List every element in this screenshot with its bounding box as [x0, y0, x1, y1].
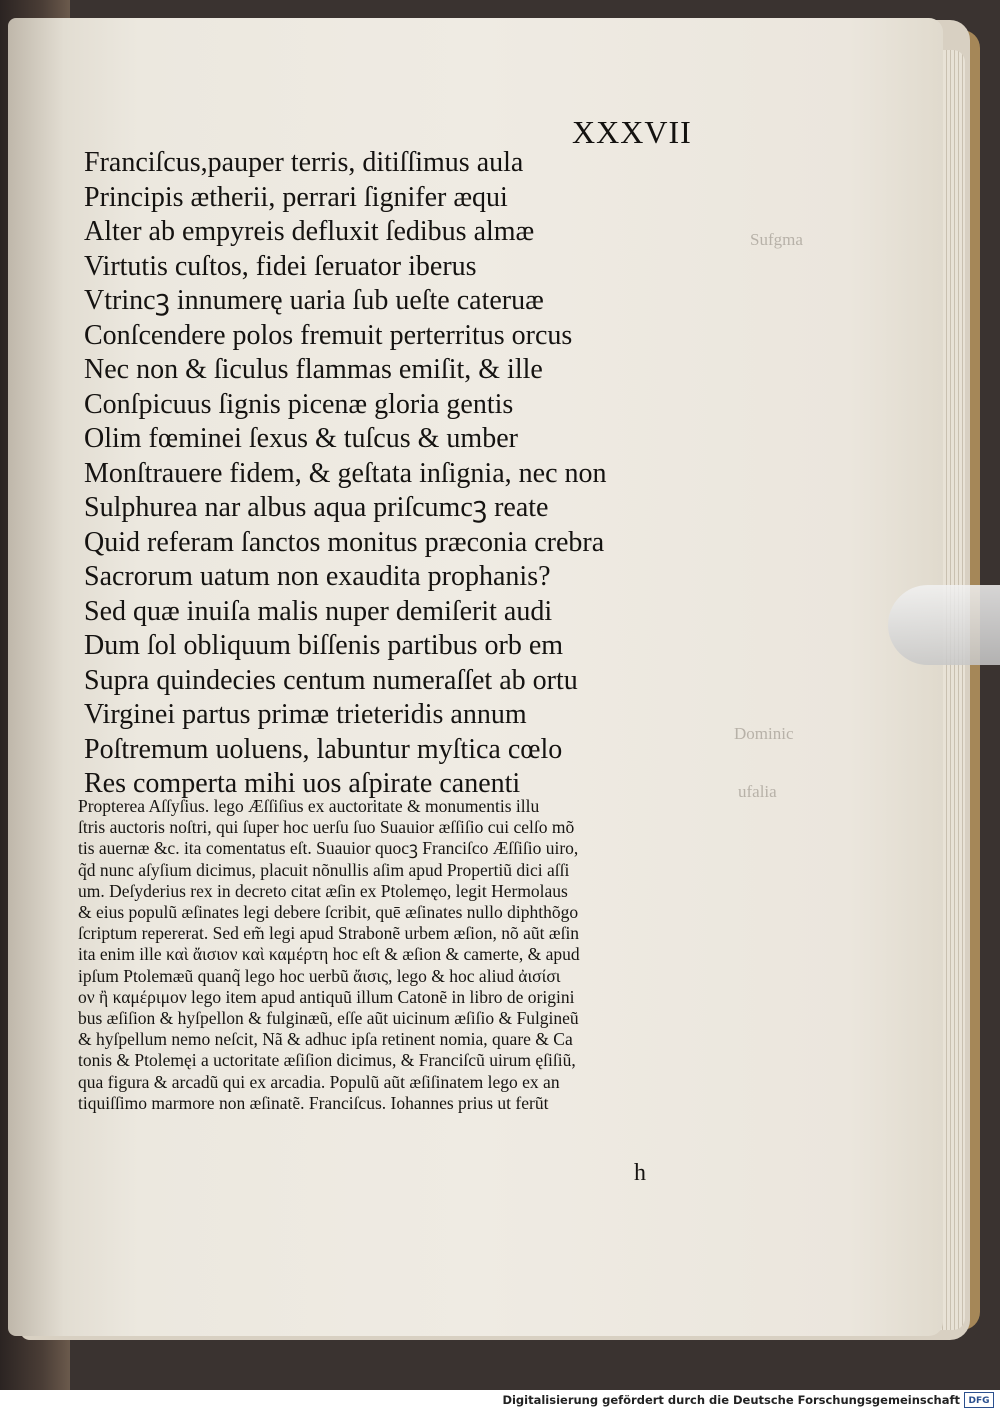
verse-line: Res comperta mihi uos aſpirate canenti: [84, 768, 521, 799]
commentary-line: tiquiſſimo marmore non æſinatẽ. Franciſcus. Iohannes prius ut ferũt: [78, 1092, 549, 1113]
commentary-line: q̃d nunc aſyſium dicimus, placuit nõnullis aſim apud Propertiũ dici aſſi: [78, 859, 570, 880]
commentary-line: um. Deſyderius rex in decreto citat æſin ex Ptolemęo, legit Hermolaus: [78, 880, 568, 901]
dfg-logo-icon: DFG: [964, 1392, 994, 1408]
commentary-line: ſcriptum repererat. Sed em̃ legi apud Strabonẽ urbem æſion, nõ aũt æſin: [78, 923, 580, 944]
bleed-through-text: Dominic: [734, 724, 794, 743]
commentary-line: tis auernæ &c. ita comentatus eſt. Suauior quocꝫ Franciſco Æſſiſio uiro,: [78, 838, 579, 859]
commentary-line: ita enim ille καὶ ἄισιον καὶ καμέρτη hoc eſt & æſion & camerte, & apud: [78, 944, 580, 965]
verse-line: Principis ætherii, perrari ſignifer æqui: [84, 181, 508, 213]
folio-number: XXXVII: [572, 114, 692, 150]
commentary-block: [78, 796, 718, 1114]
commentary-line: ον ἢ καμέριμον lego item apud antiquũ illum Catonẽ in libro de origini: [78, 986, 575, 1007]
verse-line: Supra quindecies centum numeraſſet ab ortu: [84, 664, 578, 696]
verse-line: Sulphurea nar albus aqua priſcumcꝫ reate: [84, 492, 549, 523]
commentary-line: & eius populũ æſinates legi debere ſcribit, quē æſinates nullo diphthõgo: [78, 902, 579, 923]
commentary-line: ſtris auctoris noſtri, qui ſuper hoc uerſu ſuo Suauior æſſiſio cui celſo mõ: [78, 817, 575, 838]
verse-line: Franciſcus,pauper terris, ditiſſimus aula: [84, 147, 524, 178]
verse-line: Nec non & ſiculus flammas emiſit, & ille: [84, 354, 543, 385]
signature-mark: h: [634, 1160, 646, 1186]
verse-line: Quid referam ſanctos monitus præconia crebra: [84, 526, 605, 558]
bleed-through-text: Sufgma: [750, 230, 803, 249]
commentary-line: bus æſiſion & hyſpellon & fulginæũ, eſſe aũt uicinum æſiſio & Fulgineũ: [78, 1008, 579, 1029]
verse-line: Alter ab empyreis defluxit ſedibus almæ: [84, 216, 535, 247]
commentary-line: qua figura & arcadũ qui ex arcadia. Populũ aũt æſiſinatem lego ex an: [78, 1071, 560, 1092]
verse-line: Virtutis cuſtos, fidei ſeruator iberus: [84, 250, 477, 282]
commentary-line: & hyſpellum nemo neſcit, Nã & adhuc ipſa retinent nomia, quare & Ca: [78, 1029, 573, 1050]
verse-line: Monſtrauere fidem, & geſtata inſignia, nec non: [84, 457, 607, 489]
commentary-line: Propterea Aſſyſius. lego Æſſiſius ex auctoritate & monumentis illu: [78, 796, 540, 816]
page-clip: [888, 585, 1000, 665]
verse-block: [84, 146, 704, 802]
verse-line: Sed quæ inuiſa malis nuper demiſerit audi: [84, 595, 553, 627]
bleed-through-text: ufalia: [738, 782, 777, 801]
verse-line: Conſpicuus ſignis picenæ gloria gentis: [84, 388, 514, 420]
verse-line: Conſcendere polos fremuit perterritus orcus: [84, 319, 573, 351]
verse-line: Vtrincꝫ innumerę uaria ſub ueſte cateruæ: [84, 285, 544, 316]
commentary-line: ipſum Ptolemæũ quanq̃ lego hoc uerbũ ἄισις, lego & hoc aliud ἀισίσι: [78, 965, 561, 986]
footer-bar: [0, 1390, 1000, 1412]
commentary-line: tonis & Ptolemęi a uctoritate æſiſion dicimus, & Franciſcũ uirum ęſiſiũ,: [78, 1050, 576, 1071]
verse-line: Sacrorum uatum non exaudita prophanis?: [84, 561, 551, 592]
verse-line: Olim fœminei ſexus & tuſcus & umber: [84, 423, 518, 454]
book-page: [8, 18, 943, 1336]
funding-notice: Digitalisierung gefördert durch die Deutsche Forschungsgemeinschaft: [502, 1393, 960, 1407]
verse-line: Poſtremum uoluens, labuntur myſtica cœlo: [84, 733, 563, 765]
verse-line: Dum ſol obliquum biſſenis partibus orb em: [84, 630, 564, 661]
verse-line: Virginei partus primæ trieteridis annum: [84, 699, 527, 730]
